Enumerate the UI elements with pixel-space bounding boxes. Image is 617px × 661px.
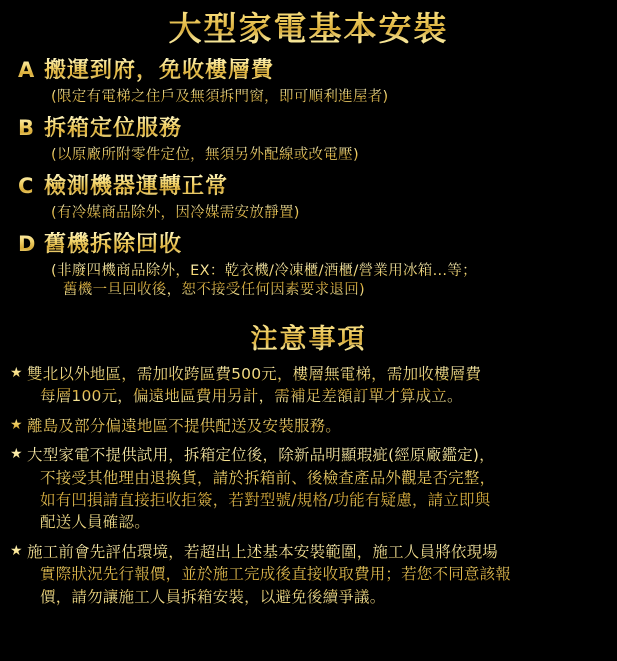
item-letter: D <box>18 232 37 257</box>
notice-text <box>27 541 607 608</box>
notice-list <box>0 363 617 609</box>
item-heading-row <box>18 58 611 84</box>
item-heading-row <box>18 116 611 142</box>
list-item <box>18 58 611 107</box>
page-title: 大型家電基本安裝 <box>0 0 617 49</box>
item-note: (限定有電梯之住戶及無須拆門窗，即可順利進屋者) <box>18 88 611 108</box>
basic-install-list <box>0 58 617 300</box>
star-icon: ★ <box>10 364 23 381</box>
item-letter: A <box>18 58 36 83</box>
notice-line: 離島及部分偏遠地區不提供配送及安裝服務。 <box>27 416 342 435</box>
star-icon: ★ <box>10 446 23 463</box>
list-item <box>10 444 607 534</box>
notice-line: 不接受其他理由退換貨，請於拆箱前、後檢查產品外觀是否完整， <box>40 468 496 487</box>
star-icon: ★ <box>10 542 23 559</box>
item-note-line: (非廢四機商品除外，EX：乾衣機/冷凍櫃/酒櫃/營業用冰箱...等； <box>51 262 477 279</box>
notice-line: 雙北以外地區，需加收跨區費500元，樓層無電梯，需加收樓層費 <box>27 364 482 383</box>
item-heading-row <box>18 232 611 258</box>
notice-line: 施工前會先評估環境，若超出上述基本安裝範圍，施工人員將依現場 <box>27 542 499 561</box>
item-note-line: 舊機一旦回收後，恕不接受任何因素要求退回) <box>63 282 365 299</box>
item-heading: 搬運到府，免收樓層費 <box>44 58 275 84</box>
item-letter: C <box>18 174 35 199</box>
item-note: (以原廠所附零件定位，無須另外配線或改電壓) <box>18 146 611 166</box>
notice-title: 注意事項 <box>0 317 617 356</box>
notice-line: 大型家電不提供試用，拆箱定位後，除新品明顯瑕疵(經原廠鑑定)， <box>27 446 495 465</box>
notice-line: 如有凹損請直接拒收拒簽，若對型號/規格/功能有疑慮，請立即與 <box>40 490 491 509</box>
item-note: (有冷媒商品除外，因冷媒需安放靜置) <box>18 204 611 224</box>
list-item <box>18 116 611 165</box>
notice-line: 每層100元，偏遠地區費用另計，需補足差額訂單才算成立。 <box>40 387 463 406</box>
list-item <box>18 232 611 301</box>
list-item <box>10 363 607 408</box>
item-heading: 舊機拆除回收 <box>44 232 183 258</box>
item-note <box>18 262 611 301</box>
notice-line: 實際狀況先行報價，並於施工完成後直接收取費用；若您不同意該報 <box>40 565 512 584</box>
notice-text <box>27 363 607 408</box>
item-heading: 拆箱定位服務 <box>44 116 183 142</box>
list-item <box>18 174 611 223</box>
notice-text <box>27 444 607 534</box>
notice-line: 配送人員確認。 <box>40 513 150 532</box>
star-icon: ★ <box>10 416 23 433</box>
list-item <box>10 541 607 608</box>
item-heading: 檢測機器運轉正常 <box>44 174 229 200</box>
notice-text <box>27 415 607 437</box>
notice-line: 價，請勿讓施工人員拆箱安裝，以避免後續爭議。 <box>40 587 386 606</box>
item-heading-row <box>18 174 611 200</box>
item-letter: B <box>18 116 36 141</box>
list-item <box>10 415 607 437</box>
